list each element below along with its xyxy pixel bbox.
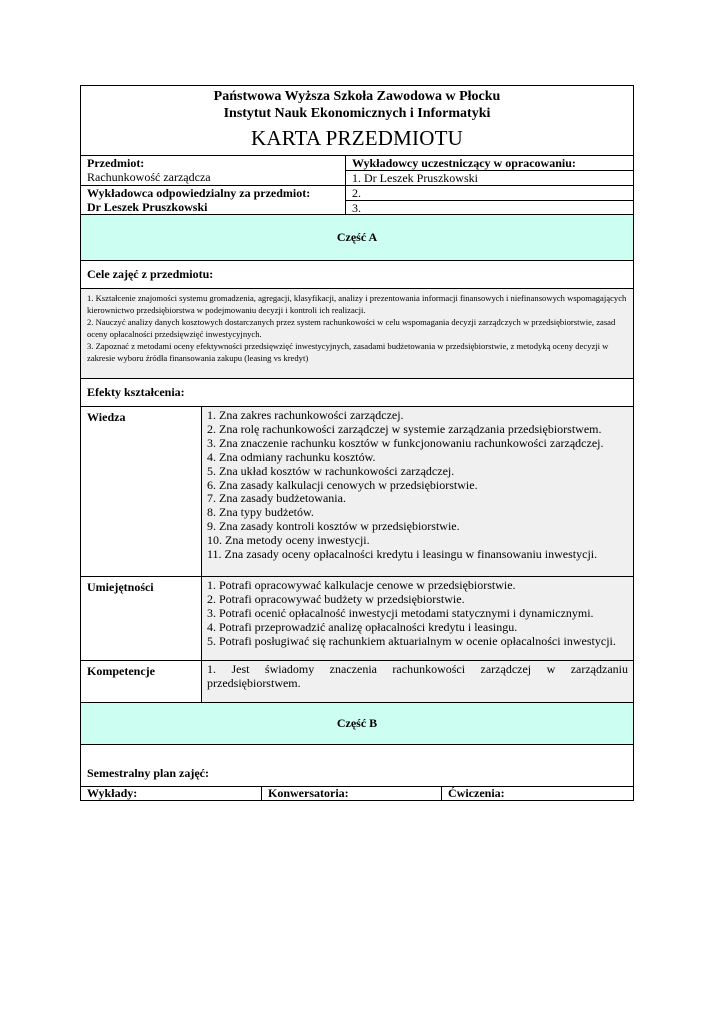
- skills-item: 5. Potrafi posługiwać się rachunkiem aktuarialnym w ocenie opłacalności inwestycji.: [207, 633, 616, 648]
- lecturer-2: 2.: [352, 186, 361, 200]
- institution-name: Państwowa Wyższa Szkoła Zawodowa w Płocku: [213, 89, 501, 104]
- lecturers-more-cell: [345, 186, 633, 214]
- part-a-title: Część A: [336, 230, 378, 244]
- effects-label-row: [80, 379, 634, 407]
- plan-column-lectures: Wykłady:: [87, 786, 138, 800]
- knowledge-item: 1. Zna zakres rachunkowości zarządczej.: [207, 408, 404, 422]
- skills-item: 4. Potrafi przeprowadzić analizę opłacalności kredytu i leasingu.: [207, 619, 518, 634]
- document-header: [80, 85, 634, 156]
- goals-label-row: [80, 261, 634, 289]
- competences-list: [201, 661, 633, 702]
- goal-item: 1. Kształcenie znajomości systemu gromadzenia, agregacji, klasyfikacji, analizy i prezentowania informacji finansowych i niefinansowych wspomagających kierownictwo przedsiębiorstwa w podejmowaniu decyzji i kontroli ich realizacji.: [87, 293, 627, 315]
- knowledge-item: 2. Zna rolę rachunkowości zarządczej w systemie zarządzania przedsiębiorstwem.: [207, 421, 602, 436]
- skills-label: Umiejętności: [87, 580, 154, 594]
- knowledge-label: Wiedza: [87, 410, 126, 424]
- part-a-header: [80, 215, 634, 261]
- goal-item: 2. Nauczyć analizy danych kosztowych dostarczanych przez system rachunkowości w celu wspomagania decyzji zarządczych w przedsiębiorstwie, zasad oceny opłacalności przedsięwzięć inwestycyjnych.: [87, 317, 616, 339]
- responsible-value: Dr Leszek Pruszkowski: [87, 200, 208, 214]
- part-b-title: Część B: [336, 716, 378, 730]
- lecturer-1: 1. Dr Leszek Pruszkowski: [346, 170, 633, 185]
- responsible-cell: [81, 186, 345, 214]
- effects-label: Efekty kształcenia:: [87, 385, 185, 399]
- goal-item: 3. Zapoznać z metodami oceny efektywności przedsięwzięć inwestycyjnych, zasadami budżetowania w przedsiębiorstwie, z metodyką oceny decyzji w zakresie wyboru źródła finansowania zakupu (leasing vs kredyt): [87, 341, 609, 363]
- knowledge-item: 6. Zna zasady kalkulacji cenowych w przedsiębiorstwie.: [207, 477, 478, 492]
- knowledge-item: 4. Zna odmiany rachunku kosztów.: [207, 449, 376, 464]
- knowledge-item: 8. Zna typy budżetów.: [207, 505, 314, 520]
- knowledge-item: 10. Zna metody oceny inwestycji.: [207, 533, 370, 548]
- skills-list: [201, 577, 633, 660]
- knowledge-list: [201, 407, 633, 576]
- competences-row: [80, 661, 634, 703]
- skills-item: 2. Potrafi opracowywać budżety w przedsiębiorstwie.: [207, 591, 465, 606]
- subject-cell: [81, 156, 345, 185]
- course-info: [80, 156, 634, 186]
- plan-column-exercises: Ćwiczenia:: [441, 786, 633, 801]
- knowledge-item: 11. Zna zasady oceny opłacalności kredytu i leasingu w finansowaniu inwestycji.: [207, 547, 598, 562]
- skills-item: 1. Potrafi opracowywać kalkulacje cenowe w przedsiębiorstwie.: [207, 578, 516, 592]
- plan-label-row: [80, 745, 634, 787]
- responsible-label: Wykładowca odpowiedzialny za przedmiot:: [87, 186, 311, 200]
- part-b-header: [80, 703, 634, 745]
- lecturers-cell: [345, 156, 633, 185]
- course-card-document: [80, 85, 634, 801]
- plan-columns-row: [80, 787, 634, 801]
- skills-item: 3. Potrafi ocenić opłacalność inwestycji metodami statycznymi i dynamicznymi.: [207, 605, 594, 620]
- goals-content: [81, 289, 633, 378]
- knowledge-item: 3. Zna znaczenie rachunku kosztów w funkcjonowaniu rachunkowości zarządczej.: [207, 435, 604, 450]
- responsible-info: [80, 186, 634, 215]
- knowledge-row: [80, 407, 634, 577]
- knowledge-item: 7. Zna zasady budżetowania.: [207, 491, 346, 506]
- plan-column-conversatoria: Konwersatoria:: [261, 786, 441, 801]
- goals-label: Cele zajęć z przedmiotu:: [87, 267, 214, 281]
- competences-item: 1. Jest świadomy znaczenia rachunkowości zarządczej w zarządzaniu przedsiębiorstwem.: [207, 662, 628, 690]
- subject-value: Rachunkowość zarządcza: [87, 170, 211, 184]
- skills-row: [80, 577, 634, 661]
- knowledge-item: 9. Zna zasady kontroli kosztów w przedsiębiorstwie.: [207, 519, 460, 534]
- goals-content-row: [80, 289, 634, 379]
- lecturer-3: 3.: [346, 200, 633, 214]
- competences-label: Kompetencje: [87, 664, 155, 678]
- lecturers-label: Wykładowcy uczestniczący w opracowaniu:: [352, 156, 576, 170]
- plan-label: Semestralny plan zajęć:: [87, 766, 209, 780]
- subject-label: Przedmiot:: [87, 156, 145, 170]
- document-title: KARTA PRZEDMIOTU: [250, 126, 463, 150]
- knowledge-item: 5. Zna układ kosztów w rachunkowości zarządczej.: [207, 463, 455, 478]
- institute-name: Instytut Nauk Ekonomicznych i Informatyki: [223, 106, 491, 121]
